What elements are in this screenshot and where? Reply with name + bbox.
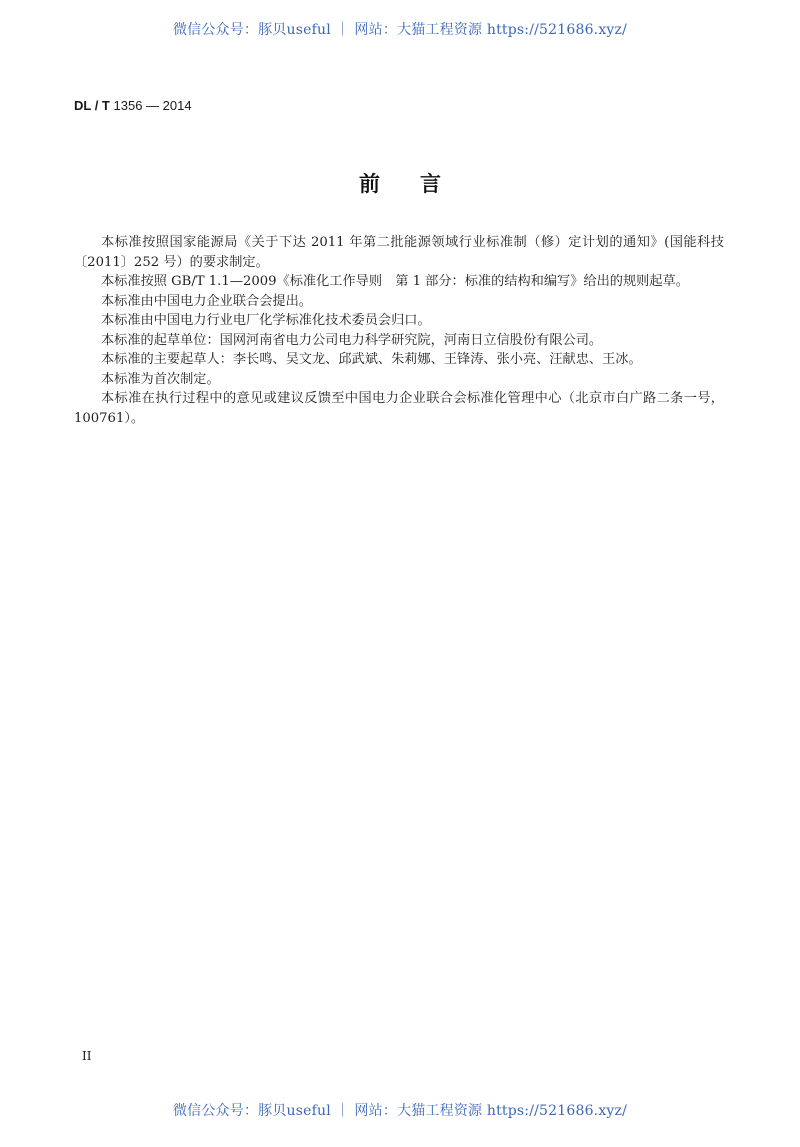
foreword-body [74, 233, 724, 428]
document-code-prefix: DL / T [74, 98, 110, 113]
paragraph-proposer: 本标准由中国电力企业联合会提出。 [101, 293, 312, 309]
paragraph-drafters: 本标准的主要起草人：李长鸣、吴文龙、邱武斌、朱莉娜、王锋涛、张小亮、汪献忠、王冰。 [101, 352, 642, 367]
paragraph-drafting-rules: 本标准按照 GB/T 1.1—2009《标准化工作导则 第 1 部分：标准的结构和编写》给出的规则起草。 [101, 274, 689, 289]
document-code [74, 98, 192, 113]
paragraph-administrator: 本标准由中国电力行业电厂化学标准化技术委员会归口。 [101, 313, 431, 328]
watermark-top: 微信公众号：豚贝useful ｜ 网站：大猫工程资源 https://521686.xyz/ [172, 22, 628, 38]
paragraph-plan-basis: 本标准按照国家能源局《关于下达 2011 年第二批能源领域行业标准制（修）定计划的通知》(国能科技〔2011〕252 号）的要求制定。 [74, 235, 724, 270]
watermark-bottom: 微信公众号：豚贝useful ｜ 网站：大猫工程资源 https://521686.xyz/ [172, 1103, 628, 1119]
page-title: 前言 [359, 172, 481, 196]
document-code-number: 1356 — 2014 [113, 98, 192, 113]
paragraph-drafting-units: 本标准的起草单位：国网河南省电力公司电力科学研究院，河南日立信股份有限公司。 [101, 332, 603, 348]
page-number: II [82, 1049, 92, 1063]
paragraph-first-edition: 本标准为首次制定。 [101, 371, 220, 387]
paragraph-feedback: 本标准在执行过程中的意见或建议反馈至中国电力企业联合会标准化管理中心（北京市白广路二条一号，100761）。 [74, 391, 724, 426]
